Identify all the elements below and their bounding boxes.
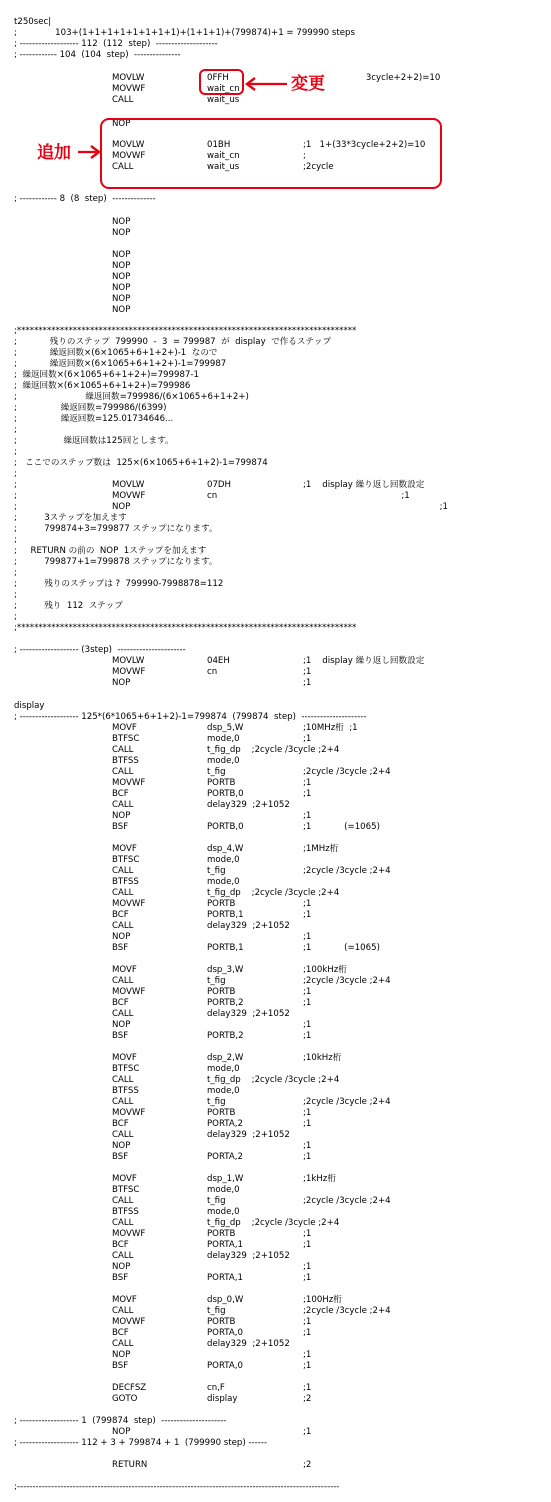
code-line-segment: PORTB: [207, 899, 236, 909]
code-line-segment: CALL: [112, 976, 134, 986]
code-line-segment: NOP: [112, 294, 131, 304]
code-line-segment: t_fig: [207, 1196, 226, 1206]
code-line-segment: wait_us: [207, 95, 240, 105]
code-line-segment: BSF: [112, 1152, 129, 1162]
code-line-segment: MOVWF: [112, 899, 146, 909]
code-line-segment: PORTA,1: [207, 1240, 243, 1250]
code-line-segment: CALL: [112, 767, 134, 777]
code-line-segment: BSF: [112, 822, 129, 832]
code-line-segment: ;: [14, 447, 17, 457]
code-line-segment: MOVWF: [112, 151, 146, 161]
code-line-segment: mode,0: [207, 756, 240, 766]
code-line-segment: ; ------------------- (3step) ----------------------: [14, 645, 186, 655]
code-line-segment: dsp_2,W: [207, 1053, 244, 1063]
code-line-segment: mode,0: [207, 1185, 240, 1195]
code-line-segment: ;1: [303, 998, 312, 1008]
code-line-segment: CALL: [112, 1306, 134, 1316]
code-line-segment: NOP: [112, 305, 131, 315]
code-line-segment: ;1 (=1065): [303, 943, 380, 953]
code-line-segment: ;1: [303, 491, 410, 501]
code-line-segment: ;1: [303, 1273, 312, 1283]
changed-arrow-icon: [244, 76, 288, 92]
code-line-segment: 3cycle+2+2)=10: [303, 73, 441, 83]
code-line-segment: t_fig_dp ;2cycle /3cycle ;2+4: [207, 888, 340, 898]
code-line-segment: BTFSS: [112, 877, 139, 887]
code-line-segment: t_fig: [207, 866, 226, 876]
code-line-segment: MOVLW: [112, 140, 145, 150]
code-line-segment: PORTA,0: [207, 1361, 243, 1371]
code-line-segment: MOVLW: [112, 73, 145, 83]
code-line-segment: ;1: [303, 1229, 312, 1239]
code-line-segment: t250sec|: [14, 17, 52, 27]
code-line-segment: CALL: [112, 1130, 134, 1140]
code-line-segment: dsp_3,W: [207, 965, 244, 975]
code-line-segment: CALL: [112, 1097, 134, 1107]
code-line-segment: ;--------------------------------------------------------------------------------------------------------: [14, 1482, 340, 1492]
code-line-segment: delay329 ;2+1052: [207, 1130, 290, 1140]
code-line-segment: CALL: [112, 800, 134, 810]
code-line-segment: ;1: [303, 789, 312, 799]
code-line-segment: ; ここでのステップ数は 125×(6×1065+6+1+2)-1=799874: [14, 458, 268, 468]
code-line-segment: ; ------------------- 125*(6*1065+6+1+2)-1=799874 (799874 step) ---------------------: [14, 712, 367, 722]
code-line-segment: NOP: [112, 811, 131, 821]
code-line-segment: MOVWF: [112, 778, 146, 788]
code-line-segment: ;1: [303, 1240, 312, 1250]
code-line-segment: 01BH: [207, 140, 231, 150]
code-line-segment: MOVLW: [112, 480, 145, 490]
code-line-segment: ; 799874+3=799877 ステップになります。: [14, 524, 218, 534]
code-line-segment: ;1: [303, 1427, 312, 1437]
code-line-segment: ;1: [303, 1031, 312, 1041]
code-line-segment: cn,F: [207, 1383, 225, 1393]
code-line-segment: PORTB,0: [207, 789, 244, 799]
code-line-segment: CALL: [112, 1218, 134, 1228]
code-line-segment: MOVF: [112, 1295, 137, 1305]
code-line-segment: PORTB,2: [207, 1031, 244, 1041]
code-line-segment: ;1: [303, 1119, 312, 1129]
code-line-segment: ;: [303, 151, 306, 161]
code-line-segment: PORTB,1: [207, 910, 244, 920]
code-line-segment: ;: [14, 612, 17, 622]
code-line-segment: PORTB: [207, 987, 236, 997]
code-line-segment: BCF: [112, 1328, 129, 1338]
code-line-segment: ; ------------------- 1 (799874 step) ---------------------: [14, 1416, 227, 1426]
code-line-segment: NOP: [112, 1350, 131, 1360]
code-line-segment: MOVWF: [112, 1317, 146, 1327]
code-line-segment: PORTB,2: [207, 998, 244, 1008]
code-line-segment: t_fig: [207, 976, 226, 986]
code-line-segment: CALL: [112, 866, 134, 876]
code-line-segment: MOVWF: [112, 1229, 146, 1239]
code-line-segment: ; 繰返回数×(6×1065+6+1+2+)-1 なので: [14, 348, 218, 358]
code-line-segment: ;1kHz桁: [303, 1174, 336, 1184]
code-line-segment: ;2: [303, 1394, 312, 1404]
code-line-segment: PORTB,0: [207, 822, 244, 832]
code-line-segment: NOP: [112, 1141, 131, 1151]
code-line-segment: delay329 ;2+1052: [207, 921, 290, 931]
code-line-segment: ;: [14, 568, 17, 578]
code-line-segment: 04EH: [207, 656, 230, 666]
code-line-segment: CALL: [112, 1009, 134, 1019]
code-line-segment: delay329 ;2+1052: [207, 800, 290, 810]
code-line-segment: BSF: [112, 1273, 129, 1283]
code-line-segment: t_fig: [207, 1097, 226, 1107]
code-line-segment: ; 繰返回数=799986/(6×1065+6+1+2+): [14, 392, 249, 402]
code-line-segment: MOVWF: [112, 987, 146, 997]
code-line-segment: ;1: [303, 932, 312, 942]
code-line-segment: ; 103+(1+1+1+1+1+1+1+1)+(1+1+1)+(799874)+1 = 799990 steps: [14, 28, 355, 38]
added-label: 追加: [37, 143, 71, 163]
code-line-segment: NOP: [112, 217, 131, 227]
code-line-segment: delay329 ;2+1052: [207, 1251, 290, 1261]
code-line-segment: ;1: [303, 678, 312, 688]
code-line-segment: cn: [207, 667, 218, 677]
code-line-segment: wait_us: [207, 162, 240, 172]
code-line-segment: wait_cn: [207, 84, 240, 94]
code-line-segment: MOVF: [112, 844, 137, 854]
code-line-segment: NOP: [112, 1262, 131, 1272]
code-line-segment: ;: [14, 480, 17, 490]
code-line-segment: display: [14, 701, 45, 711]
code-line-segment: ; ------------------- 112 + 3 + 799874 + 1 (799990 step) ------: [14, 1438, 268, 1448]
code-line-segment: ; 繰返回数×(6×1065+6+1+2+)-1=799987: [14, 359, 227, 369]
code-line-segment: CALL: [112, 888, 134, 898]
code-line-segment: ;: [14, 425, 17, 435]
code-line-segment: NOP: [112, 1020, 131, 1030]
code-line-segment: ;2cycle /3cycle ;2+4: [303, 866, 391, 876]
code-line-segment: ; 3ステップを加えます: [14, 513, 127, 523]
code-line-segment: ;1: [303, 1141, 312, 1151]
code-line-segment: MOVWF: [112, 491, 146, 501]
code-line-segment: BTFSC: [112, 1064, 140, 1074]
code-line-segment: ;1MHz桁: [303, 844, 339, 854]
code-line-segment: ; 繰返回数=125.01734646...: [14, 414, 174, 424]
code-line-segment: mode,0: [207, 855, 240, 865]
code-line-segment: cn: [207, 491, 218, 501]
code-line-segment: BCF: [112, 998, 129, 1008]
code-line-segment: CALL: [112, 1196, 134, 1206]
code-line-segment: PORTB,1: [207, 943, 244, 953]
code-line-segment: mode,0: [207, 1086, 240, 1096]
code-line-segment: NOP: [112, 283, 131, 293]
code-line-segment: ;1: [303, 910, 312, 920]
code-line-segment: dsp_5,W: [207, 723, 244, 733]
code-line-segment: BSF: [112, 1031, 129, 1041]
code-line-segment: BTFSC: [112, 1185, 140, 1195]
code-line-segment: NOP: [112, 228, 131, 238]
code-line-segment: ;2cycle: [303, 162, 334, 172]
code-line-segment: ;2: [303, 1460, 312, 1470]
code-line-segment: CALL: [112, 1339, 134, 1349]
code-line-segment: ; 繰返回数は125回とします。: [14, 436, 174, 446]
code-line-segment: CALL: [112, 1251, 134, 1261]
code-line-segment: ;*******************************************************************************: [14, 326, 357, 336]
code-line-segment: ;1: [303, 1383, 312, 1393]
changed-label: 変更: [291, 74, 325, 94]
code-line-segment: ;1 (=1065): [303, 822, 380, 832]
code-line-segment: PORTB: [207, 1108, 236, 1118]
code-line-segment: ;2cycle /3cycle ;2+4: [303, 767, 391, 777]
code-line-segment: NOP: [112, 261, 131, 271]
code-line-segment: BSF: [112, 943, 129, 953]
code-line-segment: MOVF: [112, 1053, 137, 1063]
code-line-segment: PORTA,0: [207, 1328, 243, 1338]
code-line-segment: PORTA,2: [207, 1152, 243, 1162]
code-line-segment: ;*******************************************************************************: [14, 623, 357, 633]
code-line-segment: NOP: [112, 119, 131, 129]
code-line-segment: ;1: [303, 502, 448, 512]
code-line-segment: DECFSZ: [112, 1383, 147, 1393]
code-line-segment: NOP: [112, 678, 131, 688]
code-line-segment: ;1 1+(33*3cycle+2+2)=10: [303, 140, 426, 150]
code-line-segment: ;1 display 繰り返し回数設定: [303, 656, 425, 666]
code-line-segment: delay329 ;2+1052: [207, 1339, 290, 1349]
code-line-segment: wait_cn: [207, 151, 240, 161]
code-line-segment: NOP: [112, 272, 131, 282]
code-line-segment: NOP: [112, 1427, 131, 1437]
code-line-segment: ;: [14, 491, 17, 501]
code-line-segment: t_fig_dp ;2cycle /3cycle ;2+4: [207, 1075, 340, 1085]
code-line-segment: ;10kHz桁: [303, 1053, 342, 1063]
code-line-segment: ;2cycle /3cycle ;2+4: [303, 1306, 391, 1316]
code-line-segment: ; 残りのステップ 799990 - 3 = 799987 が display で作るステップ: [14, 337, 332, 347]
code-line-segment: ; RETURN の前の NOP 1ステップを加えます: [14, 546, 207, 556]
code-line-segment: MOVWF: [112, 1108, 146, 1118]
code-line-segment: ;: [14, 535, 17, 545]
code-line-segment: MOVF: [112, 723, 137, 733]
code-line-segment: PORTB: [207, 778, 236, 788]
changed-highlight-box: [199, 69, 244, 95]
code-line-segment: MOVF: [112, 1174, 137, 1184]
code-line-segment: ;1: [303, 734, 312, 744]
code-line-segment: dsp_4,W: [207, 844, 244, 854]
code-line-segment: ;1: [303, 778, 312, 788]
code-line-segment: BTFSS: [112, 1086, 139, 1096]
code-line-segment: ;1: [303, 1108, 312, 1118]
code-line-segment: BTFSC: [112, 734, 140, 744]
code-line-segment: ;1: [303, 811, 312, 821]
code-line-segment: BTFSS: [112, 1207, 139, 1217]
code-line-segment: ;1: [303, 899, 312, 909]
code-line-segment: NOP: [112, 502, 131, 512]
code-line-segment: PORTA,2: [207, 1119, 243, 1129]
code-line-segment: GOTO: [112, 1394, 138, 1404]
code-line-segment: mode,0: [207, 1207, 240, 1217]
code-line-segment: mode,0: [207, 1064, 240, 1074]
code-line-segment: ; 残り 112 ステップ: [14, 601, 123, 611]
code-line-segment: ; 799877+1=799878 ステップになります。: [14, 557, 218, 567]
code-line-segment: PORTB: [207, 1229, 236, 1239]
code-line-segment: ; 残りのステップは ? 799990-7998878=112: [14, 579, 224, 589]
code-line-segment: BCF: [112, 1119, 129, 1129]
code-line-segment: ;: [14, 469, 17, 479]
code-line-segment: NOP: [112, 932, 131, 942]
code-line-segment: ;: [14, 502, 17, 512]
code-line-segment: 07DH: [207, 480, 232, 490]
code-line-segment: ;1: [303, 1152, 312, 1162]
code-line-segment: ;1: [303, 1361, 312, 1371]
code-line-segment: dsp_1,W: [207, 1174, 244, 1184]
code-line-segment: BSF: [112, 1361, 129, 1371]
code-line-segment: BTFSC: [112, 855, 140, 865]
code-line-segment: t_fig: [207, 1306, 226, 1316]
code-line-segment: ; ------------ 8 (8 step) --------------: [14, 194, 156, 204]
code-line-segment: MOVLW: [112, 656, 145, 666]
code-line-segment: mode,0: [207, 877, 240, 887]
code-line-segment: ; ------------ 104 (104 step) ---------------: [14, 50, 181, 60]
code-line-segment: ;100Hz桁: [303, 1295, 342, 1305]
code-line-segment: t_fig_dp ;2cycle /3cycle ;2+4: [207, 1218, 340, 1228]
code-line-segment: BCF: [112, 1240, 129, 1250]
code-line-segment: MOVF: [112, 965, 137, 975]
code-line-segment: ; 繰返回数=799986/(6399): [14, 403, 167, 413]
code-line-segment: MOVWF: [112, 84, 146, 94]
code-line-segment: display: [207, 1394, 238, 1404]
code-line-segment: ; 繰返回数×(6×1065+6+1+2+)=799986: [14, 381, 191, 391]
code-line-segment: t_fig_dp ;2cycle /3cycle ;2+4: [207, 745, 340, 755]
code-line-segment: ;2cycle /3cycle ;2+4: [303, 1097, 391, 1107]
code-line-segment: CALL: [112, 95, 134, 105]
code-line-segment: PORTB: [207, 1317, 236, 1327]
code-line-segment: BCF: [112, 910, 129, 920]
code-line-segment: ;: [14, 590, 17, 600]
code-line-segment: ;2cycle /3cycle ;2+4: [303, 976, 391, 986]
code-line-segment: ; 繰返回数×(6×1065+6+1+2+)=799987-1: [14, 370, 199, 380]
code-line-segment: BCF: [112, 789, 129, 799]
code-line-segment: delay329 ;2+1052: [207, 1009, 290, 1019]
code-line-segment: ;1: [303, 1020, 312, 1030]
code-line-segment: mode,0: [207, 734, 240, 744]
code-line-segment: PORTA,1: [207, 1273, 243, 1283]
added-arrow-icon: [78, 144, 102, 160]
code-line-segment: NOP: [112, 250, 131, 260]
code-line-segment: ;100kHz桁: [303, 965, 347, 975]
code-line-segment: RETURN: [112, 1460, 148, 1470]
code-line-segment: CALL: [112, 162, 134, 172]
code-line-segment: ;1: [303, 987, 312, 997]
code-line-segment: ;1: [303, 1317, 312, 1327]
code-line-segment: ;1: [303, 1350, 312, 1360]
code-line-segment: MOVWF: [112, 667, 146, 677]
code-line-segment: CALL: [112, 921, 134, 931]
code-line-segment: ;1: [303, 667, 312, 677]
code-line-segment: BTFSS: [112, 756, 139, 766]
code-line-segment: CALL: [112, 1075, 134, 1085]
code-line-segment: dsp_0,W: [207, 1295, 244, 1305]
added-highlight-box: [100, 118, 442, 189]
code-line-segment: ;2cycle /3cycle ;2+4: [303, 1196, 391, 1206]
code-line-segment: ;1 display 繰り返し回数設定: [303, 480, 425, 490]
code-line-segment: ;1: [303, 1328, 312, 1338]
code-line-segment: ;10MHz桁 ;1: [303, 723, 358, 733]
code-line-segment: t_fig: [207, 767, 226, 777]
code-line-segment: 0FFH: [207, 73, 229, 83]
code-line-segment: ;1: [303, 1262, 312, 1272]
code-line-segment: CALL: [112, 745, 134, 755]
code-line-segment: ; ------------------- 112 (112 step) --------------------: [14, 39, 218, 49]
